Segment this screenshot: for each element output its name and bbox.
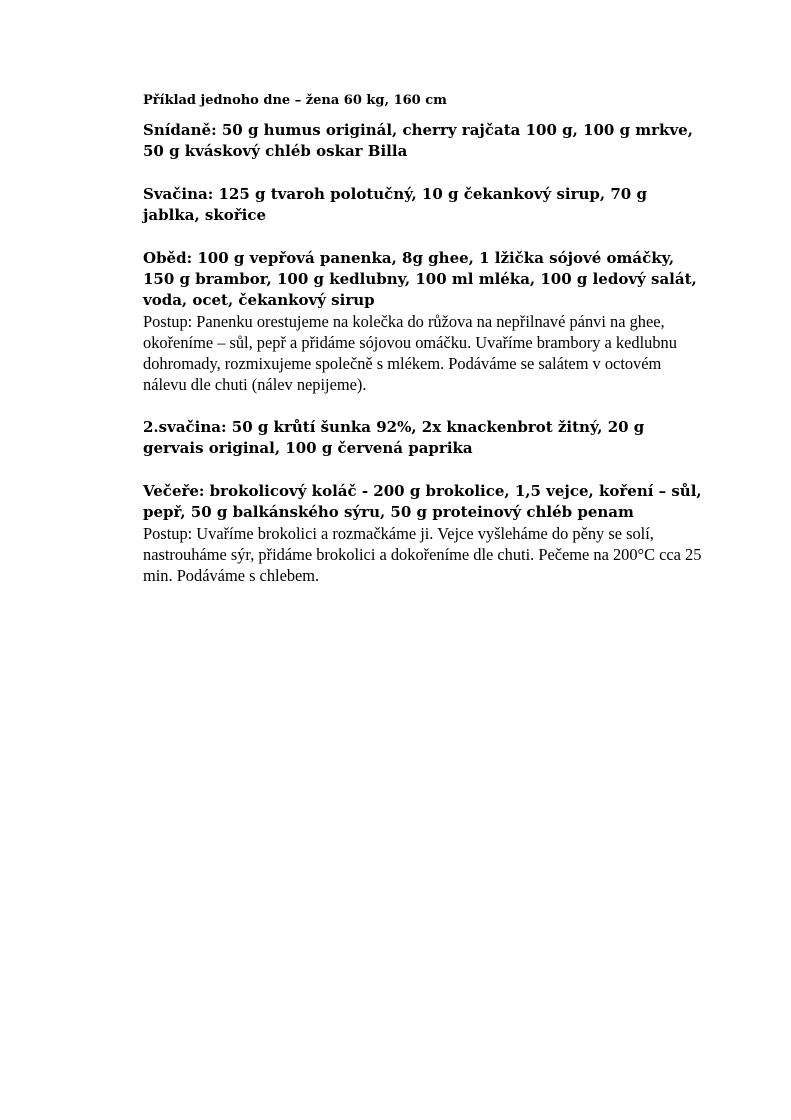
meal-procedure: Postup: Panenku orestujeme na kolečka do růžova na nepřilnavé pánvi na ghee, okořeníme – sůl, pepř a přidáme sójovou omáčku. Uvaříme brambory a kedlubnu dohromady, rozmixujeme společně s mlékem. Podáváme se salátem v octovém nálevu dle chuti (nálev nepijeme). (143, 312, 677, 394)
document-page (143, 92, 703, 608)
meal-heading: Večeře: brokolicový koláč - 200 g brokolice, 1,5 vejce, koření – sůl, pepř, 50 g balkánského sýru, 50 g proteinový chléb penam (143, 482, 702, 521)
meal-second-snack (143, 417, 703, 459)
meal-heading: 2.svačina: 50 g krůtí šunka 92%, 2x knackenbrot žitný, 20 g gervais original, 100 g červená paprika (143, 418, 645, 457)
meal-heading: Snídaně: 50 g humus originál, cherry rajčata 100 g, 100 g mrkve, 50 g kváskový chléb oskar Billa (143, 121, 693, 160)
meal-dinner (143, 481, 703, 586)
meal-heading: Oběd: 100 g vepřová panenka, 8g ghee, 1 lžička sójové omáčky, 150 g brambor, 100 g kedlubny, 100 ml mléka, 100 g ledový salát, voda, ocet, čekankový sirup (143, 249, 697, 309)
meal-heading: Svačina: 125 g tvaroh polotučný, 10 g čekankový sirup, 70 g jablka, skořice (143, 185, 647, 224)
meal-procedure: Postup: Uvaříme brokolici a rozmačkáme ji. Vejce vyšleháme do pěny se solí, nastrouháme sýr, přidáme brokolici a dokořeníme dle chuti. Pečeme na 200°C cca 25 min. Podáváme s chlebem. (143, 524, 702, 585)
meal-lunch (143, 248, 703, 395)
meal-snack (143, 184, 703, 226)
meal-breakfast (143, 120, 703, 162)
page-title: Příklad jednoho dne – žena 60 kg, 160 cm (143, 93, 447, 108)
